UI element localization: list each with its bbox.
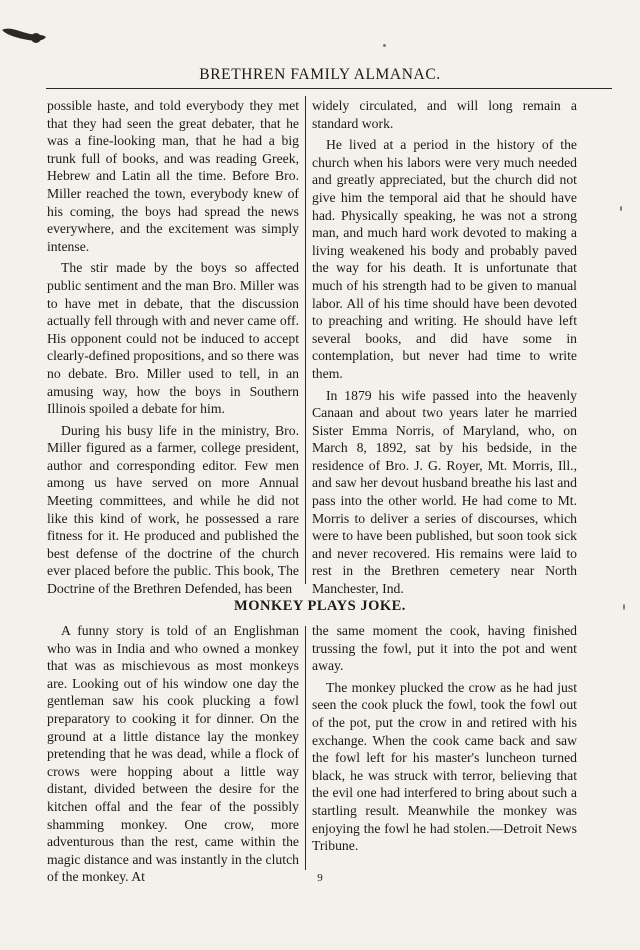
article-title: MONKEY PLAYS JOKE. [234,598,406,614]
header-rule [46,88,612,89]
paper-speck [620,206,622,211]
paragraph: widely circulated, and will long remain a standard work. [312,98,577,131]
lower-left-column [47,622,299,886]
paper-speck [383,44,386,47]
paragraph: During his busy life in the ministry, Bro. Miller figured as a farmer, college president, author and corresponding editor. Few men among us have served on more Annual Meeting committees, and while he did not like this kind of work, he possessed a rare fitness for it. He produced and published the best defense of the doctrine of the church ever placed before the public. This book, The Doctrine of the Brethren Defended, has been [47,422,299,597]
paragraph: The monkey plucked the crow as he had just seen the cook pluck the fowl, took the fowl out of the pot, put the crow in and retired with his exchange. When the cook came back and saw the fowl left for his master's luncheon turned black, he was struck with terror, believing that the evil one had interfered to bring about such a startling result. Meanwhile the monkey was enjoying the fowl he had stolen.—Detroit News Tribune. [312,679,577,854]
column-divider [305,626,306,870]
upper-left-column [47,97,299,598]
page-number: 9 [317,872,323,884]
running-head: BRETHREN FAMILY ALMANAC. [199,66,441,83]
lower-right-column [312,622,577,855]
paragraph: The stir made by the boys so affected public sentiment and the man Bro. Miller was to have met in debate, that the discussion actually fell through with and never came off. His opponent could not be induced to accept clearly-defined propositions, and so there was no debate. Bro. Miller used to tell, in an amusing way, how the boys in Southern Illinois spoiled a debate for him. [47,260,299,417]
paragraph: He lived at a period in the history of the church when his labors were very much needed and greatly appreciated, but the church did not give him the temporal aid that he should have had. Physically speaking, he was not a strong man, and much hard work devoted to making a living weakened his body and probably paved the way for his death. It is unfortunate that much of his strength had to be given to manual labor. All of his time should have been devoted to preaching and writing. He should have left several books, and did have some in contemplation, but never had time to write them. [312,137,577,381]
paragraph: In 1879 his wife passed into the heavenly Canaan and about two years later he married Sister Emma Norris, of Maryland, who, on March 8, 1892, sat by his bedside, in the residence of Bro. J. G. Royer, Mt. Morris, Ill., and saw her devout husband breathe his last and pass into the other world. He had come to Mt. Morris to deliver a series of discourses, which were to have been published, but soon took sick and never recovered. His remains were laid to rest in the Brethren cemetery near North Manchester, Ind. [312,387,577,597]
paragraph: the same moment the cook, having finished trussing the fowl, put it into the pot and went away. [312,623,577,674]
paragraph: possible haste, and told everybody they met that they had seen the great debater, that he was a fine-looking man, that he had a big trunk full of books, and was reading Greek, Hebrew and Latin all the time. Before Bro. Miller reached the town, everybody knew of his coming, the boys had spread the news everywhere, and the excitement was simply intense. [47,98,299,254]
upper-right-column [312,97,577,598]
column-divider [305,96,306,584]
paragraph: A funny story is told of an Englishman who was in India and who owned a monkey that was as mischievous as most monkeys are. Looking out of his window one day the gentleman saw his cook plucking a fowl preparatory to cooking it for dinner. On the ground at a little distance lay the monkey pretending that he was dead, while a flock of crows were hopping about a little way distant, divided between the desire for the kitchen offal and the fear of the possibly shamming monkey. One crow, more adventurous than the rest, came within the magic distance and was instantly in the clutch of the monkey. At [47,623,299,885]
ink-blot-mark [0,20,48,50]
